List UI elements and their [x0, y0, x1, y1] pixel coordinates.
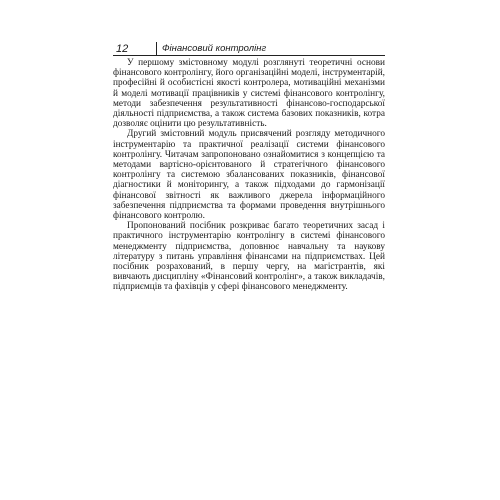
page-header — [113, 42, 385, 56]
running-title: Фінансовий контролінг — [162, 43, 267, 54]
paragraph-1: У першому змістовному модулі розглянуті теоретичні основи фінансового контролінгу, його організаційні моделі, інструментарій, професійні й особистісні якості контролера, мотиваційні механізми й моделі мотивації працівників у системі фінансового контролінгу, методи забезпечення результативності фінансово-господарської діяльності підприємства, а також система базових показників, котра дозволяє оцінити цю результативність. — [113, 58, 385, 130]
page-number: 12 — [116, 43, 129, 55]
paragraph-2: Другий змістовний модуль присвячений розгляду методичного інструментарію та практичної реалізації системи фінансового контролінгу. Читачам запропоновано ознайомитися з концепцією та методами вартісно-орієнтованого й стратегічного фінансового контролінгу та системою збалансованих показників, фінансової діагностики й моніторингу, а також підходами до гармонізації фінансової звітності як важливого джерела інформаційного забезпечення підприємства та формами проведення внутрішнього фінансового контролю. — [113, 129, 385, 222]
header-divider — [156, 42, 157, 55]
body-text — [113, 58, 385, 293]
paragraph-3: Пропонований посібник розкриває багато теоретичних засад і практичного інструментарію контролінгу в системі фінансового менеджменту підприємства, доповнює навчальну та наукову літературу з питань управління фінансами на підприємствах. Цей посібник розрахований, в першу чергу, на магістрантів, які вивчають дисципліну «Фінансовий контролінг», а також викладачів, підприємців та фахівців у сфері фінансового менеджменту. — [113, 221, 385, 293]
